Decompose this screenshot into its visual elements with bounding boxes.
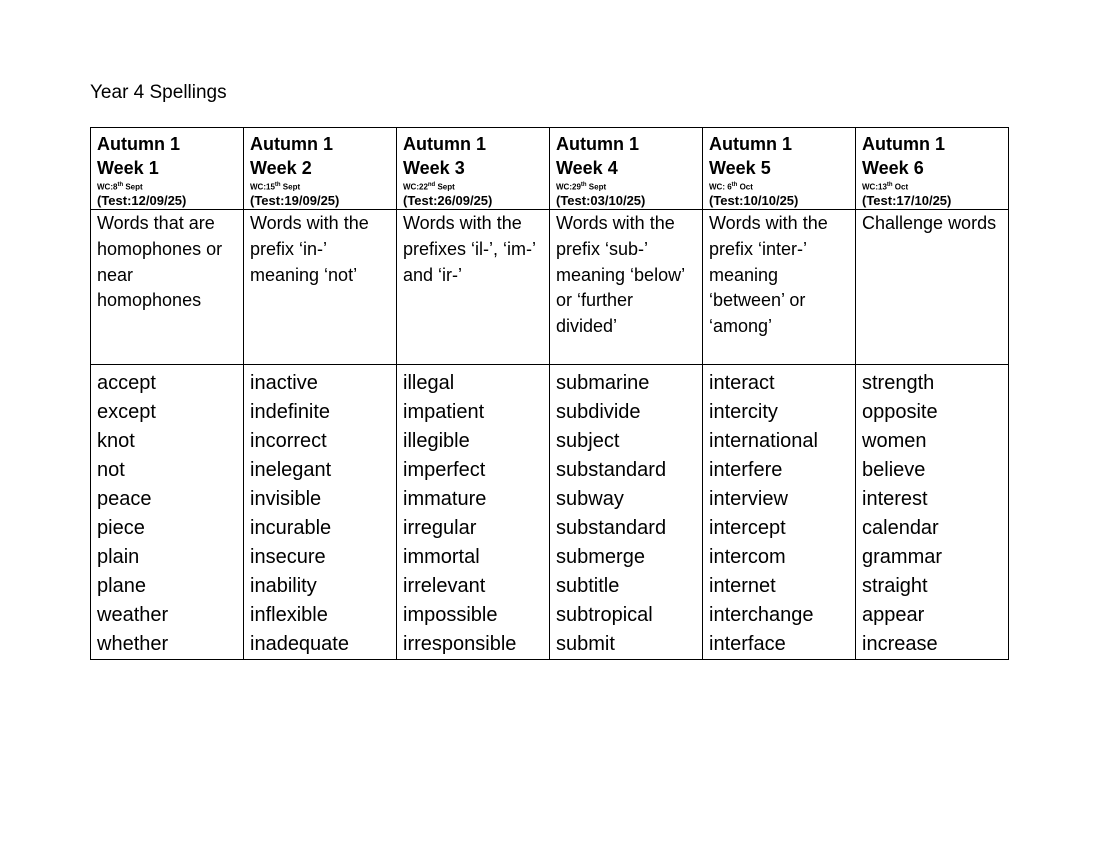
week-3-term: Autumn 1 [403, 134, 486, 154]
spelling-word: interact [709, 372, 775, 394]
week-3-wc-ordinal: nd [427, 182, 436, 188]
spelling-word: intercom [709, 546, 786, 568]
spelling-word: subtropical [556, 604, 653, 626]
spelling-word: incorrect [250, 430, 327, 452]
week-6-term: Autumn 1 [862, 134, 945, 154]
spelling-word: substandard [556, 517, 667, 539]
week-4-wc-month: Sept [586, 182, 607, 192]
week-4-wc-ordinal: th [580, 182, 587, 188]
week-1-wc-ordinal: th [117, 182, 124, 188]
spelling-word: plain [97, 546, 140, 568]
spelling-word: inactive [250, 372, 318, 394]
week-4-commencing [556, 180, 696, 193]
spelling-word: indefinite [250, 401, 331, 423]
spelling-word: submit [556, 633, 615, 655]
week-1-wc-month: Sept [123, 182, 143, 192]
spelling-word: insecure [250, 546, 326, 568]
week-1-term: Autumn 1 [97, 134, 180, 154]
week-1-description-cell [91, 210, 244, 365]
week-4-label: Week 4 [556, 158, 618, 178]
week-6-header-cell [856, 128, 1009, 210]
spelling-word: imperfect [403, 459, 486, 481]
week-5-wc-ordinal: th [731, 182, 738, 188]
week-2-wc-date: WC:15 [250, 182, 275, 192]
week-2-commencing [250, 180, 390, 193]
spelling-word: interview [709, 488, 788, 510]
week-2-label: Week 2 [250, 158, 312, 178]
week-3-label: Week 3 [403, 158, 465, 178]
spelling-word: subway [556, 488, 624, 510]
spelling-word: knot [97, 430, 135, 452]
spelling-word: interface [709, 633, 786, 655]
spelling-word: inflexible [250, 604, 328, 626]
spelling-word: internet [709, 575, 776, 597]
week-1-label: Week 1 [97, 158, 159, 178]
spelling-word: irresponsible [403, 633, 517, 655]
spelling-word: impossible [403, 604, 498, 626]
spelling-word: inelegant [250, 459, 332, 481]
week-5-term: Autumn 1 [709, 134, 792, 154]
week-5-label: Week 5 [709, 158, 771, 178]
spelling-word: intercept [709, 517, 786, 539]
spelling-word: weather [97, 604, 169, 626]
spelling-word: accept [97, 372, 156, 394]
week-6-test-date: (Test:17/10/25) [862, 192, 952, 208]
page-title: Year 4 Spellings [90, 82, 227, 103]
week-2-description-cell [244, 210, 397, 365]
spelling-word: submarine [556, 372, 650, 394]
spelling-word: subject [556, 430, 620, 452]
week-5-commencing [709, 180, 849, 193]
spelling-words-row [91, 365, 1009, 660]
spelling-word: appear [862, 604, 925, 626]
week-2-wc-ordinal: th [274, 182, 281, 188]
week-5-wc-date: WC: 6 [709, 182, 732, 192]
spelling-word: subdivide [556, 401, 641, 423]
week-2-header-cell [244, 128, 397, 210]
spellings-table [90, 127, 1009, 660]
week-3-word-list [397, 365, 550, 660]
spelling-word: women [862, 430, 927, 452]
spelling-word: immature [403, 488, 487, 510]
week-2-term: Autumn 1 [250, 134, 333, 154]
week-1-description: Words that are homophones or near homophones [97, 213, 223, 311]
spelling-word: interchange [709, 604, 814, 626]
week-4-word-list [550, 365, 703, 660]
week-4-description-cell [550, 210, 703, 365]
spelling-word: piece [97, 517, 145, 539]
week-4-wc-date: WC:29 [556, 182, 581, 192]
week-3-description: Words with the prefixes ‘il-’, ‘im-’ and ‘ir-’ [403, 213, 536, 285]
week-1-wc-date: WC:8 [97, 182, 118, 192]
week-6-label: Week 6 [862, 158, 924, 178]
week-3-description-cell [397, 210, 550, 365]
spelling-word: international [709, 430, 818, 452]
week-6-description-cell [856, 210, 1009, 365]
spelling-word: plane [97, 575, 146, 597]
week-6-word-list [856, 365, 1009, 660]
week-1-commencing [97, 180, 237, 193]
week-2-wc-month: Sept [280, 182, 301, 192]
rule-description-row [91, 210, 1009, 365]
week-6-wc-month: Oct [892, 182, 909, 192]
spelling-word: increase [862, 633, 938, 655]
week-5-description-cell [703, 210, 856, 365]
week-1-word-list [91, 365, 244, 660]
spelling-word: submerge [556, 546, 645, 568]
spelling-word: interest [862, 488, 928, 510]
week-3-wc-date: WC:22 [403, 182, 428, 192]
spelling-word: inadequate [250, 633, 349, 655]
week-4-description: Words with the prefix ‘sub-’ meaning ‘below’ or ‘further divided’ [556, 213, 685, 337]
spelling-word: not [97, 459, 125, 481]
spelling-word: interfere [709, 459, 783, 481]
week-4-test-date: (Test:03/10/25) [556, 192, 646, 208]
week-6-commencing [862, 180, 1002, 193]
spelling-word: incurable [250, 517, 332, 539]
week-5-wc-month: Oct [737, 182, 753, 192]
spelling-word: impatient [403, 401, 485, 423]
spelling-word: whether [97, 633, 169, 655]
week-header-row [91, 128, 1009, 210]
week-5-header-cell [703, 128, 856, 210]
spelling-word: illegible [403, 430, 470, 452]
week-6-description: Challenge words [862, 213, 997, 233]
week-1-test-date: (Test:12/09/25) [97, 192, 187, 208]
spelling-word: strength [862, 372, 935, 394]
spelling-word: straight [862, 575, 928, 597]
week-3-wc-month: Sept [435, 182, 455, 192]
spelling-word: believe [862, 459, 926, 481]
week-4-header-cell [550, 128, 703, 210]
spelling-word: calendar [862, 517, 939, 539]
spelling-word: inability [250, 575, 317, 597]
spelling-word: immortal [403, 546, 480, 568]
week-5-description: Words with the prefix ‘inter-’ meaning ‘between’ or ‘among’ [709, 213, 828, 337]
week-3-commencing [403, 180, 543, 193]
week-5-test-date: (Test:10/10/25) [709, 192, 799, 208]
spelling-word: invisible [250, 488, 322, 510]
spelling-word: subtitle [556, 575, 620, 597]
week-6-wc-date: WC:13 [862, 182, 887, 192]
spelling-word: irregular [403, 517, 477, 539]
spelling-word: substandard [556, 459, 667, 481]
week-5-word-list [703, 365, 856, 660]
spelling-word: illegal [403, 372, 455, 394]
week-2-test-date: (Test:19/09/25) [250, 192, 340, 208]
week-2-word-list [244, 365, 397, 660]
spelling-word: opposite [862, 401, 938, 423]
week-1-header-cell [91, 128, 244, 210]
spelling-word: except [97, 401, 156, 423]
week-6-wc-ordinal: th [886, 182, 893, 188]
spelling-word: intercity [709, 401, 778, 423]
week-2-description: Words with the prefix ‘in-’ meaning ‘not’ [250, 213, 369, 285]
spelling-word: grammar [862, 546, 943, 568]
spelling-word: irrelevant [403, 575, 486, 597]
spelling-word: peace [97, 488, 152, 510]
week-4-term: Autumn 1 [556, 134, 639, 154]
week-3-test-date: (Test:26/09/25) [403, 192, 493, 208]
week-3-header-cell [397, 128, 550, 210]
